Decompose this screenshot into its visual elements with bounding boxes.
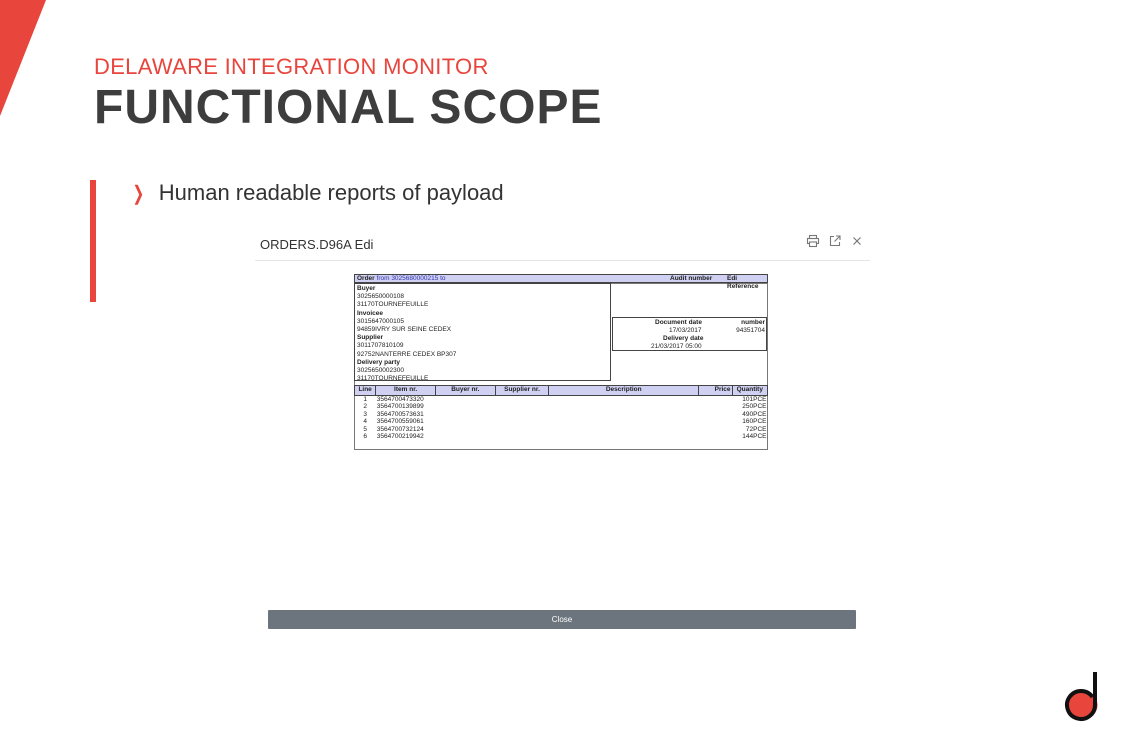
delivery-date-label: Delivery date <box>663 335 704 342</box>
row-item: 3564700559061 <box>376 418 424 426</box>
slide-subtitle: DELAWARE INTEGRATION MONITOR <box>94 54 489 79</box>
supplier-label: Supplier <box>357 334 384 342</box>
col-description: Description <box>549 386 699 396</box>
chevron-right-icon: ❯ <box>132 183 145 205</box>
row-line: 6 <box>363 433 367 441</box>
delivery-party-label: Delivery party <box>357 358 400 366</box>
invoicee-label: Invoicee <box>357 309 384 317</box>
table-row <box>355 433 768 440</box>
bullet-text: Human readable reports of payload <box>158 180 504 205</box>
document-date-label: Document date <box>655 319 702 326</box>
corner-accent-shape <box>0 0 48 120</box>
row-item: 3564700473320 <box>376 396 424 403</box>
row-line: 4 <box>363 418 367 426</box>
table-row <box>355 411 768 418</box>
buyer-address: 31170TOURNEFEUILLE <box>357 301 429 309</box>
delivery-date: 21/03/2017 05:00 <box>651 343 702 350</box>
col-quantity: Quantity <box>732 386 767 396</box>
document-info-box <box>612 317 767 351</box>
row-line: 1 <box>363 396 367 403</box>
external-link-icon[interactable] <box>828 234 842 248</box>
audit-number-label: Audit number <box>670 275 713 282</box>
row-quantity: 144PCE <box>742 433 767 441</box>
party-box <box>354 283 611 381</box>
delivery-party-address: 31170TOURNEFEUILLE <box>357 375 429 383</box>
row-quantity: 250PCE <box>742 403 767 411</box>
col-line: Line <box>355 386 376 396</box>
report-dialog <box>255 228 870 638</box>
table-row <box>355 403 768 410</box>
order-label: Order <box>357 275 375 282</box>
order-lines-table <box>354 385 768 440</box>
slide-title: FUNCTIONAL SCOPE <box>94 81 603 134</box>
document-number: 94351704 <box>736 327 765 334</box>
row-item: 3564700139899 <box>376 403 424 411</box>
document-date: 17/03/2017 <box>669 327 702 334</box>
col-buyer-nr: Buyer nr. <box>435 386 495 396</box>
edi-report <box>354 274 768 450</box>
buyer-id: 3025650000108 <box>357 293 404 301</box>
dialog-title: ORDERS.D96A Edi <box>260 237 374 252</box>
row-quantity: 490PCE <box>742 410 767 418</box>
close-button[interactable]: Close <box>268 610 856 629</box>
close-icon[interactable] <box>850 234 864 248</box>
print-icon[interactable] <box>806 234 820 248</box>
col-price: Price <box>699 386 732 396</box>
row-line: 3 <box>363 410 367 418</box>
bullet-item <box>130 180 504 206</box>
invoicee-id: 3015647000105 <box>357 317 404 325</box>
edi-reference-label: Edi Reference <box>727 275 759 291</box>
row-line: 5 <box>363 425 367 433</box>
row-line: 2 <box>363 403 367 411</box>
row-quantity: 160PCE <box>742 418 767 426</box>
order-from: from 3025680000215 to <box>376 275 446 282</box>
accent-bar <box>90 180 96 302</box>
invoicee-address: 94859IVRY SUR SEINE CEDEX <box>357 326 452 334</box>
number-label: number <box>741 319 765 326</box>
supplier-id: 3011707810109 <box>357 342 404 350</box>
supplier-address: 92752NANTERRE CEDEX BP307 <box>357 350 457 358</box>
row-item: 3564700732124 <box>376 425 424 433</box>
row-quantity: 72PCE <box>745 425 767 433</box>
table-row <box>355 396 768 404</box>
row-item: 3564700219942 <box>376 433 424 441</box>
delivery-party-id: 3025650002300 <box>357 367 404 375</box>
dialog-toolbar <box>806 234 864 248</box>
table-row <box>355 418 768 425</box>
col-item-nr: Item nr. <box>376 386 436 396</box>
row-item: 3564700573631 <box>376 410 424 418</box>
dialog-divider <box>255 260 870 261</box>
row-quantity: 101PCE <box>742 396 767 403</box>
col-supplier-nr: Supplier nr. <box>495 386 549 396</box>
delaware-logo-icon <box>1064 670 1104 724</box>
buyer-label: Buyer <box>357 285 376 292</box>
table-header-row <box>355 386 768 396</box>
table-row <box>355 426 768 433</box>
